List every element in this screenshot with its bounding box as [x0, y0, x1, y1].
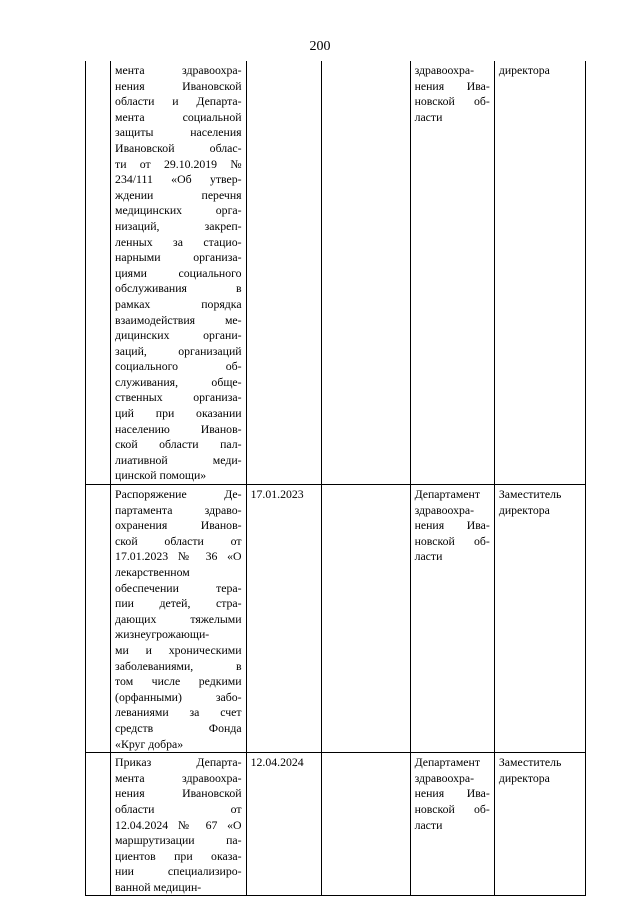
text-line: нения Ивановской: [115, 78, 242, 93]
responsible-cell: [494, 753, 585, 896]
text-line: 12.04.2024 № 67 «О: [115, 817, 242, 832]
empty-cell: [321, 61, 410, 485]
text-line: медицинских орга-: [115, 203, 242, 218]
text-line: социального об-: [115, 359, 242, 374]
table-row: [86, 753, 586, 896]
text-line: ской области от: [115, 533, 242, 548]
text-line: 234/111 «Об утвер-: [115, 172, 242, 187]
text-line: нения Ивановской: [115, 786, 242, 801]
text-line: «Круг добра»: [115, 736, 184, 751]
date-cell: 12.04.2024: [246, 753, 321, 896]
text-line: ванной медицин-: [115, 879, 202, 894]
text-line: Заместитель: [498, 487, 562, 502]
table-row: [86, 485, 586, 753]
text-line: рамках порядка: [115, 296, 242, 311]
text-line: том числе редкими: [115, 674, 242, 689]
text-line: циями социального: [115, 265, 242, 280]
responsible-cell: [494, 61, 585, 485]
text-line: нения Ива-: [414, 786, 490, 801]
text-line: директора: [498, 63, 550, 77]
text-line: жизнеугрожающи-: [115, 627, 210, 642]
text-line: Департамент: [414, 755, 480, 770]
text-line: дающих тяжелыми: [115, 611, 242, 626]
document-cell: [111, 753, 247, 896]
document-cell: [111, 61, 247, 485]
text-line: директора: [498, 502, 550, 517]
page-number: 200: [309, 39, 331, 54]
text-line: охранения Иванов-: [115, 518, 242, 533]
text-line: ской области пал-: [115, 437, 242, 452]
empty-cell: [321, 485, 410, 753]
table-row: [86, 61, 586, 485]
text-line: ждении перечня: [115, 187, 242, 202]
regulations-table: [85, 61, 586, 896]
text-line: нения Ива-: [414, 518, 490, 533]
text-line: партамента здраво-: [115, 502, 242, 517]
text-line: лекарственном: [115, 565, 190, 579]
text-line: здравоохра-: [414, 63, 475, 77]
department-cell: [410, 753, 494, 896]
text-line: ласти: [414, 109, 443, 124]
document-cell: [111, 485, 247, 753]
text-line: ти от 29.10.2019 №: [115, 156, 242, 171]
department-cell: [410, 485, 494, 753]
text-line: директора: [498, 770, 550, 785]
text-line: пии детей, стра-: [115, 596, 242, 611]
text-line: заций, организаций: [115, 343, 242, 358]
text-line: служивания, обще-: [115, 374, 242, 389]
text-line: 17.01.2023 № 36 «О: [115, 549, 242, 564]
text-line: новской об-: [414, 533, 490, 548]
text-line: обеспечении тера-: [115, 580, 242, 595]
text-line: дицинских органи-: [115, 328, 242, 343]
text-line: мента здравоохра-: [115, 770, 242, 785]
text-line: защиты населения: [115, 125, 242, 140]
empty-cell: [321, 753, 410, 896]
text-line: нии специализиро-: [115, 864, 242, 879]
text-line: ленных за стацио-: [115, 234, 242, 249]
department-cell: [410, 61, 494, 485]
text-line: области от: [115, 801, 242, 816]
text-line: цинской помощи»: [115, 468, 207, 483]
text-line: ственных организа-: [115, 390, 242, 405]
number-cell: [86, 61, 111, 485]
text-line: населению Иванов-: [115, 421, 242, 436]
text-line: леваниями за счет: [115, 705, 242, 720]
responsible-cell: [494, 485, 585, 753]
text-line: взаимодействия ме-: [115, 312, 242, 327]
number-cell: [86, 485, 111, 753]
text-line: Ивановской облас-: [115, 140, 242, 155]
text-line: мента здравоохра-: [115, 63, 242, 77]
text-line: здравоохра-: [414, 770, 475, 785]
text-line: ласти: [414, 817, 443, 832]
text-line: Распоряжение Де-: [115, 487, 242, 502]
date-cell: [246, 61, 321, 485]
text-line: ций при оказании: [115, 406, 242, 421]
text-line: нарными организа-: [115, 250, 242, 265]
text-line: здравоохра-: [414, 502, 475, 517]
text-line: (орфанными) забо-: [115, 689, 242, 704]
text-line: ласти: [414, 549, 443, 564]
text-line: обслуживания в: [115, 281, 242, 296]
text-line: низаций, закреп-: [115, 218, 242, 233]
text-line: нения Ива-: [414, 78, 490, 93]
text-line: лиативной меди-: [115, 452, 242, 467]
text-line: маршрутизации па-: [115, 833, 242, 848]
text-line: циентов при оказа-: [115, 848, 242, 863]
text-line: заболеваниями, в: [115, 658, 242, 673]
text-line: новской об-: [414, 801, 490, 816]
number-cell: [86, 753, 111, 896]
text-line: области и Департа-: [115, 94, 242, 109]
text-line: Заместитель: [498, 755, 562, 770]
text-line: новской об-: [414, 94, 490, 109]
text-line: мента социальной: [115, 109, 242, 124]
text-line: ми и хроническими: [115, 642, 242, 657]
date-cell: 17.01.2023: [246, 485, 321, 753]
text-line: Департамент: [414, 487, 480, 502]
text-line: средств Фонда: [115, 720, 242, 735]
text-line: Приказ Департа-: [115, 755, 242, 770]
